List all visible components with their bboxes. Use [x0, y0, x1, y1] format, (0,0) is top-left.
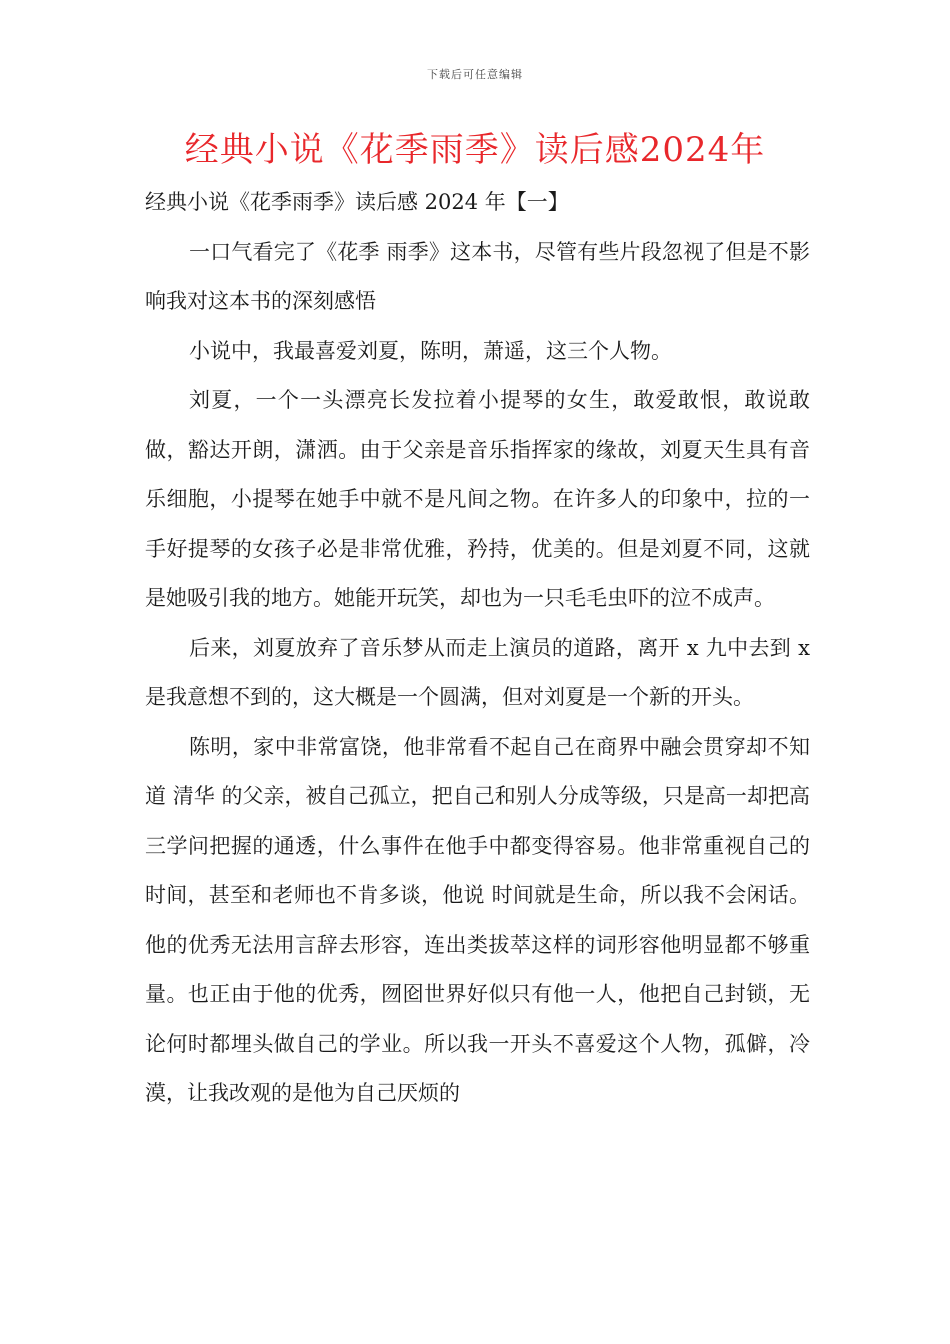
- section-heading: 经典小说《花季雨季》读后感 2024 年【一】: [145, 190, 569, 214]
- paragraph: 刘夏，一个一头漂亮长发拉着小提琴的女生，敢爱敢恨，敢说敢做，豁达开朗，潇洒。由于父亲是音乐指挥家的缘故，刘夏天生具有音乐细胞，小提琴在她手中就不是凡间之物。在许多人的印象中，拉的一手好提琴的女孩子必是非常优雅，矜持，优美的。但是刘夏不同，这就是她吸引我的地方。她能开玩笑，却也为一只毛毛虫吓的泣不成声。: [145, 388, 810, 610]
- paragraph: 后来，刘夏放弃了音乐梦从而走上演员的道路，离开 x 九中去到 x 是我意想不到的，这大概是一个圆满，但对刘夏是一个新的开头。: [145, 635, 810, 709]
- header-note: 下载后可任意编辑: [427, 68, 523, 81]
- paragraph: 一口气看完了《花季 雨季》这本书，尽管有些片段忽视了但是不影响我对这本书的深刻感悟: [145, 239, 810, 313]
- paragraph: 小说中，我最喜爱刘夏，陈明，萧遥，这三个人物。: [189, 338, 672, 363]
- document-body: [145, 178, 810, 1119]
- paragraph: 陈明，家中非常富饶，他非常看不起自己在商界中融会贯穿却不知道 清华 的父亲，被自己孤立，把自己和别人分成等级，只是高一却把高三学问把握的通透，什么事件在他手中都变得容易。他非常重视自己的时间，甚至和老师也不肯多谈，他说 时间就是生命，所以我不会闲话。 他的优秀无法用言辞去形容，连出类拔萃这样的词形容他明显都不够重量。也正由于他的优秀，囫囵世界好似只有他一人，他把自己封锁，无论何时都埋头做自己的学业。所以我一开头不喜爱这个人物，孤僻，冷漠，让我改观的是他为自己厌烦的: [145, 734, 810, 1105]
- document-title: 经典小说《花季雨季》读后感2024年: [184, 130, 766, 170]
